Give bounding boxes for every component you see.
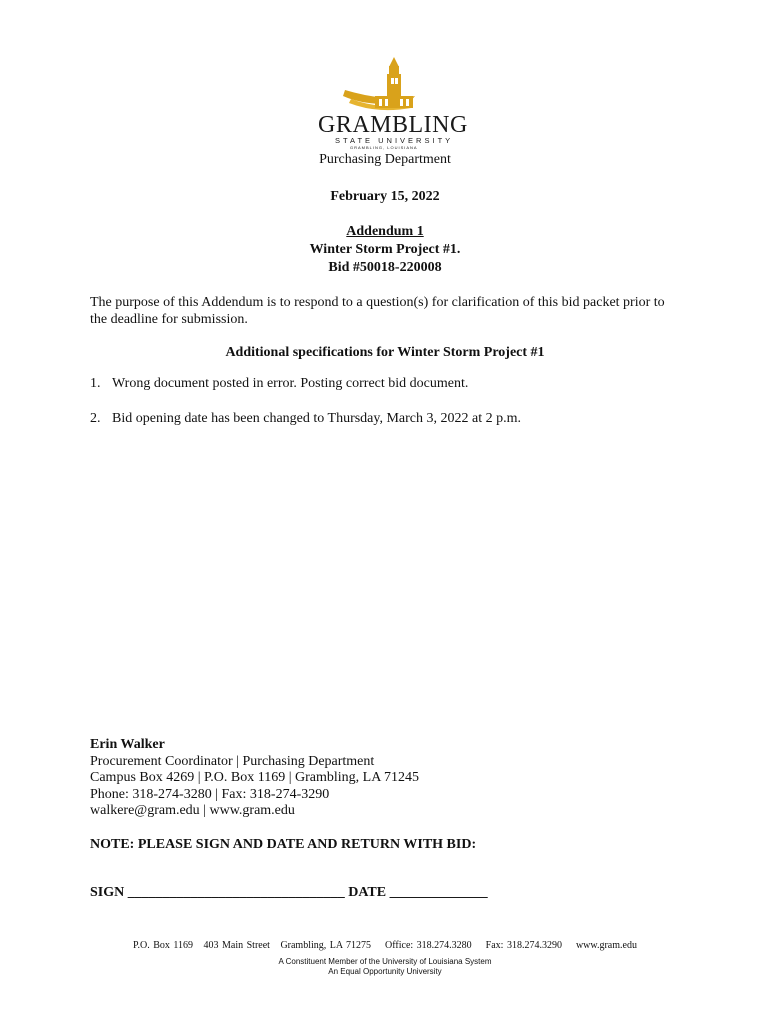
- return-note: NOTE: PLEASE SIGN AND DATE AND RETURN WITH BID:: [90, 837, 477, 852]
- list-item: [90, 376, 468, 392]
- list-item-number: 1.: [90, 376, 101, 391]
- logo-wordmark: GRAMBLING: [318, 112, 468, 138]
- department-name: Purchasing Department: [319, 152, 451, 167]
- footer-member-line: A Constituent Member of the University of Louisiana System: [278, 957, 492, 966]
- spec-heading: Additional specifications for Winter Storm Project #1: [225, 345, 545, 360]
- addendum-title: Addendum 1: [346, 224, 424, 239]
- logo-subtitle: STATE UNIVERSITY: [335, 136, 454, 145]
- contact-block: [90, 737, 419, 820]
- contact-name: Erin Walker: [90, 737, 165, 752]
- bid-number: Bid #50018-220008: [328, 260, 442, 275]
- list-item: [90, 411, 521, 427]
- contact-title: Procurement Coordinator | Purchasing Department: [90, 753, 375, 769]
- contact-web: walkere@gram.edu | www.gram.edu: [90, 803, 295, 818]
- project-title: Winter Storm Project #1.: [309, 242, 461, 257]
- footer-address: P.O. Box 1169 403 Main Street Grambling, LA 71275 Office: 318.274.3280 Fax: 318.274.3290 www.gram.edu: [133, 940, 637, 951]
- list-item-number: 2.: [90, 411, 101, 426]
- university-logo: [315, 56, 468, 150]
- list-item-text: Bid opening date has been changed to Thursday, March 3, 2022 at 2 p.m.: [112, 411, 522, 426]
- purpose-paragraph: The purpose of this Addendum is to respond to a question(s) for clarification of this bid packet prior to the deadline for submission.: [90, 295, 665, 327]
- sign-date-line[interactable]: SIGN _______________________________ DATE ______________: [90, 885, 488, 900]
- footer-eo-line: An Equal Opportunity University: [328, 967, 442, 976]
- logo-location: GRAMBLING, LOUISIANA: [350, 145, 418, 150]
- document-date: February 15, 2022: [330, 189, 440, 204]
- list-item-text: Wrong document posted in error. Posting correct bid document.: [112, 376, 469, 391]
- contact-phone: Phone: 318-274-3280 | Fax: 318-274-3290: [90, 786, 330, 802]
- contact-address: Campus Box 4269 | P.O. Box 1169 | Grambling, LA 71245: [90, 770, 420, 785]
